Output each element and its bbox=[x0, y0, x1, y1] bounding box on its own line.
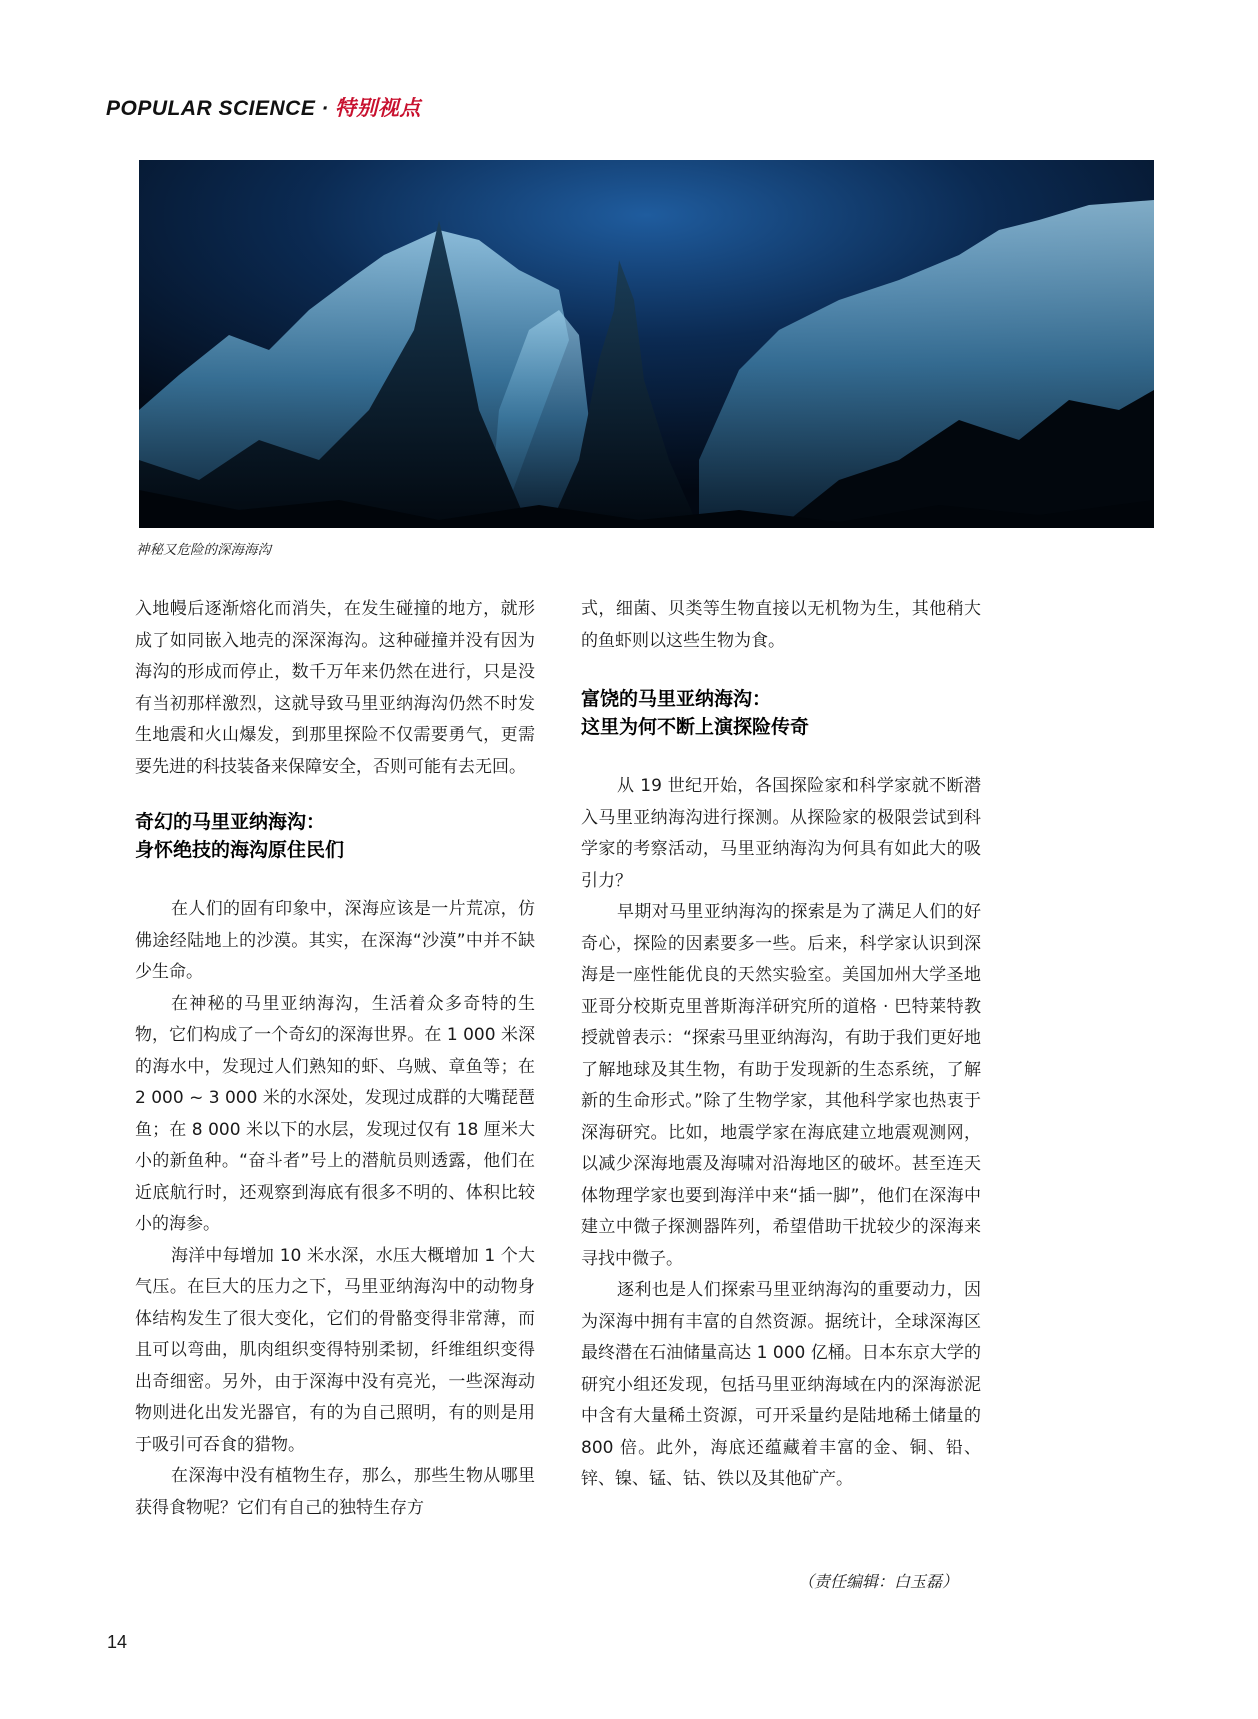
paragraph-intro: 入地幔后逐渐熔化而消失，在发生碰撞的地方，就形成了如同嵌入地壳的深深海沟。这种碰撞并没有因为海沟的形成而停止，数千万年来仍然在进行，只是没有当初那样激烈，这就导致马里亚纳海沟仍然不时发生地震和火山爆发，到那里探险不仅需要勇气，更需要先进的科技装备来保障安全，否则可能有去无回。 bbox=[135, 599, 535, 777]
paragraph: 在神秘的马里亚纳海沟，生活着众多奇特的生物，它们构成了一个奇幻的深海世界。在 1 000 米深的海水中，发现过人们熟知的虾、乌贼、章鱼等；在 2 000 ~ 3 000 米的水深处，发现过成群的大嘴琵琶鱼；在 8 000 米以下的水层，发现过仅有 18 厘米大小的新鱼种。“奋斗者”号上的潜航员则透露，他们在近底航行时，还观察到海底有很多不明的、体积比较小的海参。 bbox=[135, 993, 535, 1234]
right-column bbox=[581, 594, 981, 1496]
magazine-brand: POPULAR SCIENCE bbox=[106, 97, 316, 120]
photo-caption: 神秘又危险的深海海沟 bbox=[136, 542, 271, 558]
section-title: 特别视点 bbox=[334, 96, 421, 120]
running-header bbox=[106, 92, 421, 122]
heading-1-line-2: 身怀绝技的海沟原住民们 bbox=[135, 839, 345, 861]
left-column bbox=[135, 594, 535, 1524]
paragraph: 海洋中每增加 10 米水深，水压大概增加 1 个大气压。在巨大的压力之下，马里亚纳海沟中的动物身体结构发生了很大变化，它们的骨骼变得非常薄，而且可以弯曲，肌肉组织变得特别柔韧，纤维组织变得出奇细密。另外，由于深海中没有亮光，一些深海动物则进化出发光器官，有的为自己照明，有的则是用于吸引可吞食的猎物。 bbox=[135, 1245, 535, 1455]
paragraph: 逐利也是人们探索马里亚纳海沟的重要动力，因为深海中拥有丰富的自然资源。据统计，全球深海区最终潜在石油储量高达 1 000 亿桶。日本东京大学的研究小组还发现，包括马里亚纳海域在内的深海淤泥中含有大量稀土资源，可开采量约是陆地稀土储量的 800 倍。此外，海底还蕴藏着丰富的金、铜、铅、锌、镍、锰、钴、铁以及其他矿产。 bbox=[581, 1280, 981, 1489]
heading-2-line-1: 富饶的马里亚纳海沟： bbox=[581, 688, 772, 710]
paragraph: 早期对马里亚纳海沟的探索是为了满足人们的好奇心，探险的因素要多一些。后来，科学家认识到深海是一座性能优良的天然实验室。美国加州大学圣地亚哥分校斯克里普斯海洋研究所的道格 · 巴特莱特教授就曾表示：“探索马里亚纳海沟，有助于我们更好地了解地球及其生物，有助于发现新的生态系统，了解新的生命形式。”除了生物学家，其他科学家也热衷于深海研究。比如，地震学家在海底建立地震观测网，以减少深海地震及海啸对沿海地区的破坏。甚至连天体物理学家也要到海洋中来“插一脚”，他们在深海中建立中微子探测器阵列，希望借助干扰较少的深海来寻找中微子。 bbox=[581, 902, 981, 1269]
trench-photo bbox=[139, 160, 1154, 528]
paragraph: 从 19 世纪开始，各国探险家和科学家就不断潜入马里亚纳海沟进行探测。从探险家的极限尝试到科学家的考察活动，马里亚纳海沟为何具有如此大的吸引力？ bbox=[581, 776, 981, 891]
header-separator: · bbox=[321, 97, 329, 120]
page-number: 14 bbox=[107, 1632, 128, 1652]
paragraph-continued: 式，细菌、贝类等生物直接以无机物为生，其他稍大的鱼虾则以这些生物为食。 bbox=[581, 599, 981, 651]
paragraph: 在人们的固有印象中，深海应该是一片荒凉，仿佛途经陆地上的沙漠。其实，在深海“沙漠”中并不缺少生命。 bbox=[135, 899, 535, 982]
section-heading-2 bbox=[581, 685, 981, 741]
heading-1-line-1: 奇幻的马里亚纳海沟： bbox=[135, 811, 326, 833]
heading-2-line-2: 这里为何不断上演探险传奇 bbox=[581, 716, 810, 738]
section-heading-1 bbox=[135, 808, 535, 864]
editor-byline: （责任编辑：白玉磊） bbox=[798, 1572, 959, 1591]
trench-illustration bbox=[139, 160, 1154, 528]
paragraph: 在深海中没有植物生存，那么，那些生物从哪里获得食物呢？它们有自己的独特生存方 bbox=[135, 1466, 535, 1518]
